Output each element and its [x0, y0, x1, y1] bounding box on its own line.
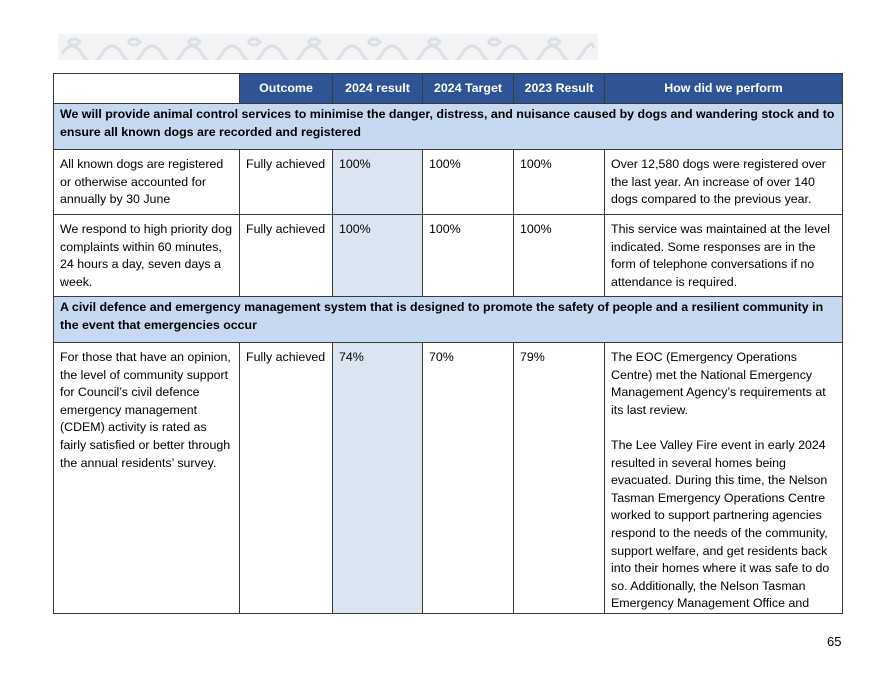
header-row [54, 74, 843, 104]
decorative-pattern-banner [58, 34, 598, 60]
header-measure [54, 74, 240, 104]
header-outcome: Outcome [240, 74, 333, 104]
performance-cell [605, 150, 843, 215]
performance-cell [605, 215, 843, 297]
koru-pattern-icon [58, 34, 598, 60]
outcome-cell: Fully achieved [240, 150, 333, 215]
header-2024-target: 2024 Target [423, 74, 514, 104]
table-row [54, 150, 843, 215]
section-title: We will provide animal control services to minimise the danger, distress, and nuisance caused by dogs and wandering stock and to ensure all known dogs are recorded and registered [54, 104, 843, 150]
result-2023-cell: 79% [514, 343, 605, 614]
measure-cell: For those that have an opinion, the level of community support for Council’s civil defence emergency management (CDEM) activity is rated as fairly satisfied or better through the annual residents’ survey. [54, 343, 240, 614]
measure-cell: We respond to high priority dog complaints within 60 minutes, 24 hours a day, seven days a week. [54, 215, 240, 297]
performance-text: The Lee Valley Fire event in early 2024 resulted in several homes being evacuated. During this time, the Nelson Tasman Emergency Operations Centre worked to support partnering agencies respond to the needs of the community, support welfare, and get residents back into their homes where it was safe to do so. Additionally, the Nelson Tasman Emergency Management Office and [611, 437, 830, 611]
result-2024-cell: 74% [333, 343, 423, 614]
outcome-cell: Fully achieved [240, 215, 333, 297]
section-row [54, 297, 843, 343]
target-2024-cell: 100% [423, 215, 514, 297]
measure-cell: All known dogs are registered or otherwise accounted for annually by 30 June [54, 150, 240, 215]
performance-text: The EOC (Emergency Operations Centre) met the National Emergency Management Agency’s requirements at its last review. [611, 350, 826, 417]
target-2024-cell: 100% [423, 150, 514, 215]
outcome-cell: Fully achieved [240, 343, 333, 614]
page-number: 65 [827, 634, 842, 649]
performance-cell [605, 343, 843, 614]
result-2023-cell: 100% [514, 215, 605, 297]
header-2023-result: 2023 Result [514, 74, 605, 104]
header-2024-result: 2024 result [333, 74, 423, 104]
result-2023-cell: 100% [514, 150, 605, 215]
performance-table [53, 73, 843, 614]
header-performance: How did we perform [605, 74, 843, 104]
target-2024-cell: 70% [423, 343, 514, 614]
result-2024-cell: 100% [333, 150, 423, 215]
section-title: A civil defence and emergency management system that is designed to promote the safety of people and a resilient community in the event that emergencies occur [54, 297, 843, 343]
result-2024-cell: 100% [333, 215, 423, 297]
performance-text: Over 12,580 dogs were registered over the last year. An increase of over 140 dogs compared to the previous year. [611, 157, 826, 207]
table-row [54, 343, 843, 614]
performance-text: This service was maintained at the level indicated. Some responses are in the form of telephone conversations if no attendance is required. [611, 222, 831, 289]
table-row [54, 215, 843, 297]
section-row [54, 104, 843, 150]
